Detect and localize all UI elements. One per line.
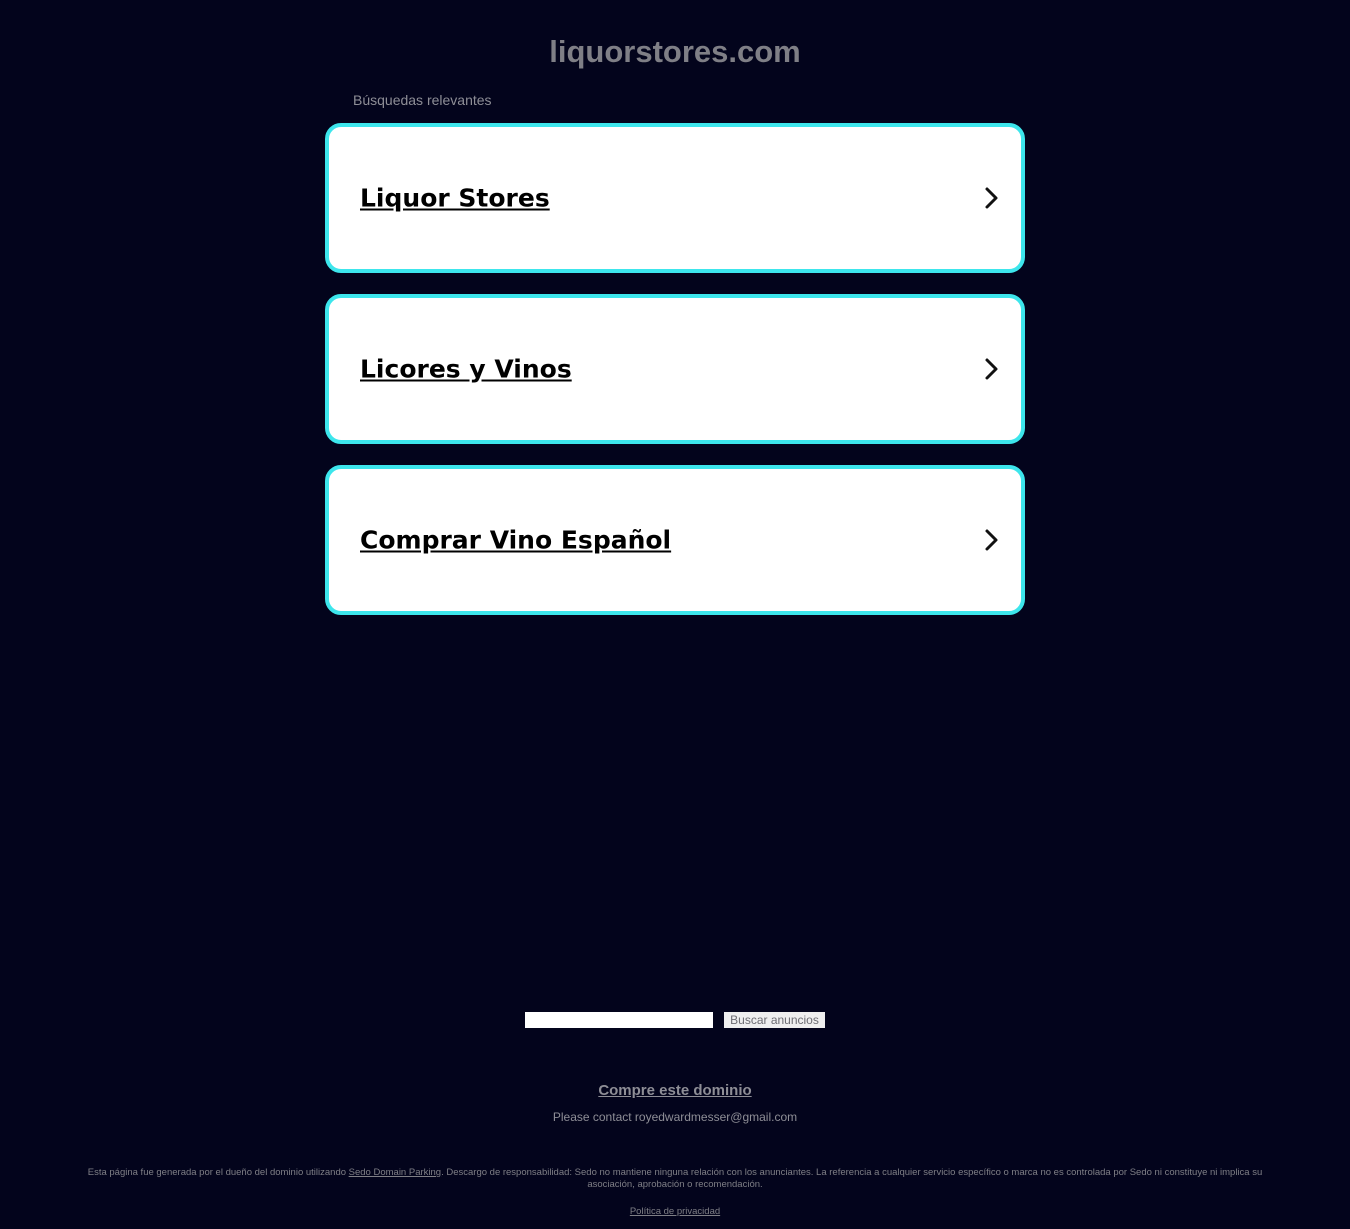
chevron-right-icon	[979, 186, 1003, 210]
buy-domain-link[interactable]: Compre este dominio	[598, 1082, 752, 1099]
chevron-right-icon	[979, 357, 1003, 381]
contact-text: Please contact royedwardmesser@gmail.com	[552, 1110, 798, 1124]
related-link-label[interactable]: Licores y Vinos	[360, 354, 572, 384]
chevron-right-icon	[979, 528, 1003, 552]
related-searches-label: Búsquedas relevantes	[353, 92, 492, 108]
search-input[interactable]	[525, 1012, 713, 1028]
sedo-parking-link[interactable]: Sedo Domain Parking	[348, 1167, 442, 1178]
search-ads-button[interactable]: Buscar anuncios	[724, 1012, 825, 1028]
domain-title: liquorstores.com	[549, 34, 801, 69]
related-link-comprar-vino-espanol[interactable]	[325, 465, 1025, 615]
related-link-label[interactable]: Liquor Stores	[360, 183, 550, 213]
disclaimer-after: . Descargo de responsabilidad: Sedo no mantiene ninguna relación con los anunciantes. La referencia a cualquier servicio específico o marca no es controlada por Sedo ni constituye ni implica su asociación, aprobación o recomendación.	[441, 1167, 1263, 1190]
disclaimer-text	[70, 1167, 1280, 1190]
privacy-policy-link[interactable]: Política de privacidad	[629, 1206, 721, 1217]
related-link-liquor-stores[interactable]	[325, 123, 1025, 273]
disclaimer-before: Esta página fue generada por el dueño del dominio utilizando	[87, 1167, 349, 1178]
related-link-licores-y-vinos[interactable]	[325, 294, 1025, 444]
related-link-label[interactable]: Comprar Vino Español	[360, 525, 672, 555]
